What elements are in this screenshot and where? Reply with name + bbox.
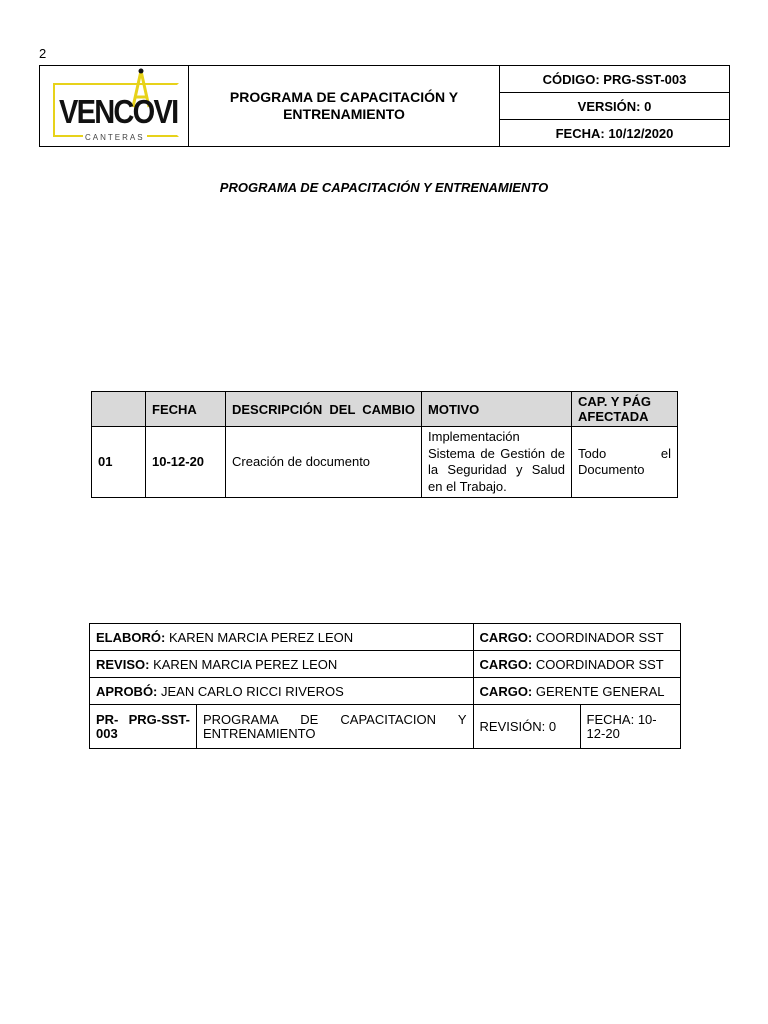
revision-header-row [92, 392, 678, 427]
elaboro-cargo-label: CARGO: [479, 629, 533, 645]
elaboro-cell [90, 624, 474, 651]
reviso-cargo-cell [473, 651, 680, 678]
reviso-cargo-value: COORDINADOR SST [535, 656, 664, 672]
aprobo-label: APROBÓ: [96, 683, 158, 699]
header-fecha: FECHA: 10/12/2020 [500, 120, 730, 147]
row-motivo: Implementación Sistema de Gestión de la Seguridad y Salud en el Trabajo. [422, 427, 572, 498]
elaboro-value: KAREN MARCIA PEREZ LEON [168, 629, 354, 645]
reviso-cargo-label: CARGO: [479, 656, 533, 672]
col-header-descripcion: DESCRIPCIÓN DEL CAMBIO [226, 392, 422, 427]
aprobo-cargo-value: GERENTE GENERAL [535, 683, 665, 699]
logo-cell [40, 66, 189, 147]
col-header-fecha: FECHA [146, 392, 226, 427]
table-row [92, 427, 678, 498]
row-num: 01 [92, 427, 146, 498]
elaboro-cargo-value: COORDINADOR SST [535, 629, 664, 645]
logo-wordmark: VENCOVI [59, 93, 178, 130]
reviso-value: KAREN MARCIA PEREZ LEON [153, 656, 338, 672]
reviso-cell [90, 651, 474, 678]
document-title: PROGRAMA DE CAPACITACIÓN Y ENTRENAMIENTO [219, 180, 549, 195]
elaboro-label: ELABORÓ: [96, 629, 166, 645]
footer-fecha: FECHA: 10-12-20 [580, 705, 680, 749]
reviso-row [90, 651, 681, 678]
row-afectada: Todo el Documento [572, 427, 678, 498]
col-header-num [92, 392, 146, 427]
elaboro-row [90, 624, 681, 651]
elaboro-cargo-cell [473, 624, 680, 651]
revision-table [91, 391, 678, 498]
header-codigo: CÓDIGO: PRG-SST-003 [500, 66, 730, 93]
footer-code: PR- PRG-SST-003 [90, 705, 197, 749]
footer-revision: REVISIÓN: 0 [473, 705, 580, 749]
header-title: PROGRAMA DE CAPACITACIÓN Y ENTRENAMIENTO [189, 66, 500, 147]
aprobo-cell [90, 678, 474, 705]
footer-row [90, 705, 681, 749]
aprobo-row [90, 678, 681, 705]
col-header-motivo: MOTIVO [422, 392, 572, 427]
header-version: VERSIÓN: 0 [500, 93, 730, 120]
document-header [39, 65, 730, 147]
aprobo-cargo-cell [473, 678, 680, 705]
aprobo-cargo-label: CARGO: [479, 683, 533, 699]
company-logo [49, 67, 179, 145]
approval-table [89, 623, 681, 749]
footer-program-name: PROGRAMA DE CAPACITACION Y ENTRENAMIENTO [197, 705, 474, 749]
logo-subtext: CANTERAS [85, 133, 145, 142]
page-number: 2 [39, 46, 47, 61]
col-header-afectada: CAP. Y PÁG AFECTADA [572, 392, 678, 427]
row-descripcion: Creación de documento [226, 427, 422, 498]
reviso-label: REVISO: [96, 656, 150, 672]
aprobo-value: JEAN CARLO RICCI RIVEROS [161, 683, 344, 699]
row-fecha: 10-12-20 [146, 427, 226, 498]
